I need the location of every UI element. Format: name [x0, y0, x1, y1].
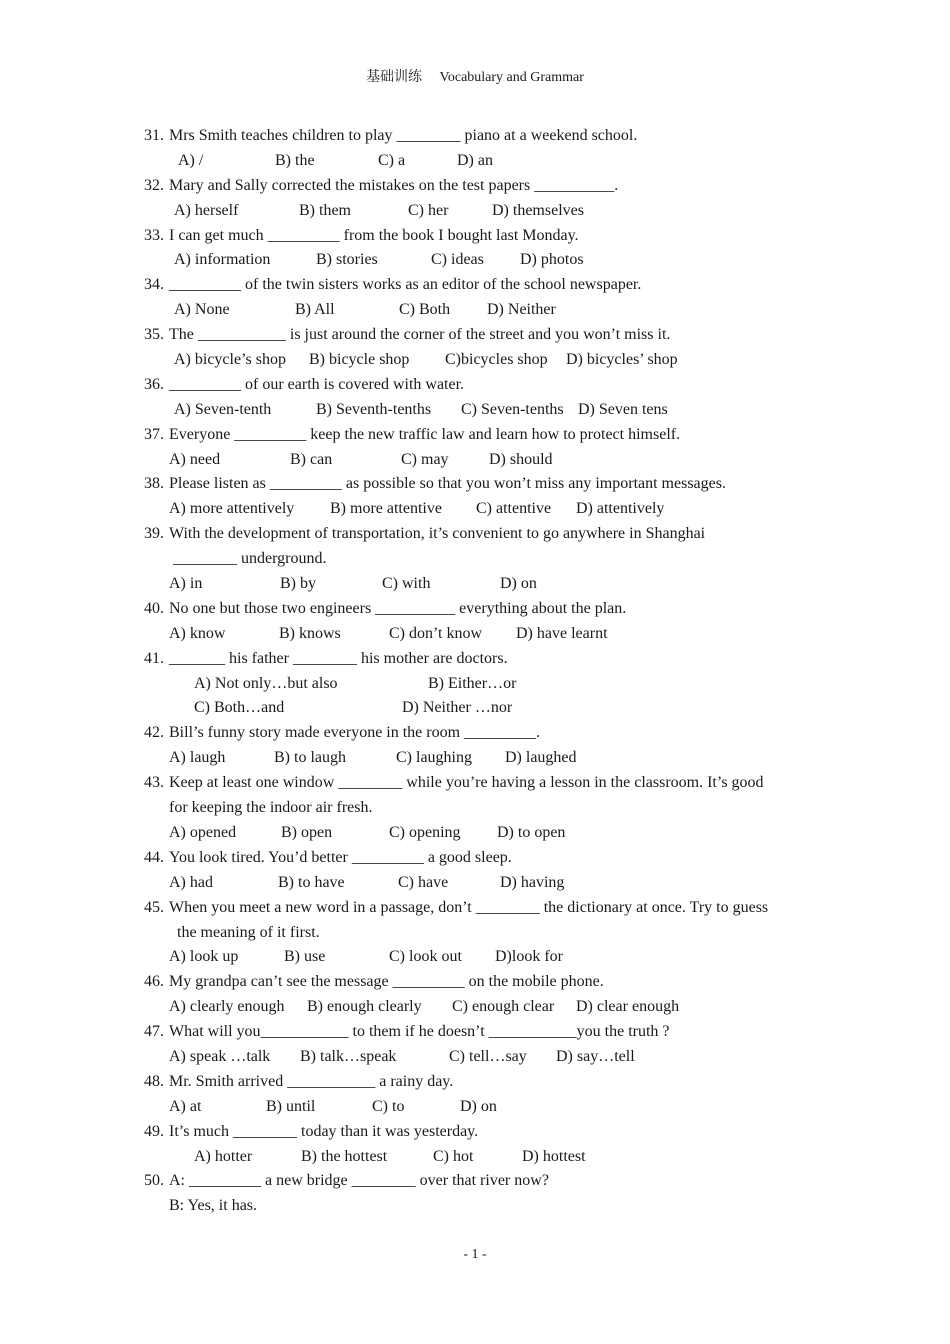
option-c: C)bicycles shop: [445, 351, 548, 369]
question-stem: Please listen as _________ as possible so that you won’t miss any important messages.: [169, 475, 726, 493]
question-stem-continued: B: Yes, it has.: [169, 1197, 258, 1215]
option-b: B) until: [266, 1097, 316, 1115]
option-a: A) clearly enough: [169, 998, 285, 1016]
options-48: [144, 1095, 814, 1120]
options-43: [144, 821, 814, 846]
option-a: A) Not only…but also: [194, 674, 338, 692]
option-c: C) Both: [399, 301, 451, 319]
options-41-row1: [144, 672, 814, 697]
option-b: B) the hottest: [301, 1147, 388, 1165]
question-46: [144, 970, 814, 995]
options-35: [144, 348, 814, 373]
option-b: B) open: [281, 823, 333, 841]
option-d: D) bicycles’ shop: [566, 351, 678, 369]
question-number: 38.: [144, 475, 164, 493]
question-number: 45.: [144, 898, 164, 916]
option-b: B) enough clearly: [307, 998, 422, 1016]
question-number: 34.: [144, 276, 164, 294]
question-40: [144, 597, 814, 622]
option-d: D) laughed: [505, 749, 577, 767]
question-stem: When you meet a new word in a passage, don’t ________ the dictionary at once. Try to guess: [169, 898, 769, 916]
option-a: A) /: [178, 151, 204, 169]
option-b: B) All: [295, 301, 335, 319]
question-number: 39.: [144, 525, 164, 543]
option-a: A) opened: [169, 823, 237, 841]
question-number: 36.: [144, 375, 164, 393]
question-35: [144, 323, 814, 348]
option-d: D) photos: [520, 251, 584, 269]
option-b: B) Seventh-tenths: [316, 400, 432, 418]
question-31: [144, 124, 814, 149]
option-c: C) a: [378, 151, 406, 169]
question-stem: Keep at least one window ________ while you’re having a lesson in the classroom. It’s good: [169, 774, 764, 792]
question-stem-continued: ________ underground.: [173, 550, 327, 568]
question-stem: The ___________ is just around the corner of the street and you won’t miss it.: [169, 326, 671, 344]
question-38: [144, 472, 814, 497]
option-d: D) should: [489, 450, 553, 468]
question-stem: I can get much _________ from the book I bought last Monday.: [169, 226, 579, 244]
options-31: [144, 149, 814, 174]
option-c: C) tell…say: [449, 1047, 527, 1065]
option-c: C) have: [398, 873, 449, 891]
option-b: B) bicycle shop: [309, 351, 410, 369]
option-b: B) use: [284, 948, 326, 966]
question-stem: _________ of the twin sisters works as an editor of the school newspaper.: [169, 276, 642, 294]
options-39: [144, 572, 814, 597]
options-45: [144, 945, 814, 970]
option-a: A) had: [169, 873, 213, 891]
question-stem: My grandpa can’t see the message _________ on the mobile phone.: [169, 973, 604, 991]
option-c: C) her: [408, 201, 449, 219]
question-number: 37.: [144, 425, 164, 443]
question-49: [144, 1120, 814, 1145]
options-32: [144, 199, 814, 224]
question-list: [144, 124, 814, 1219]
question-number: 46.: [144, 973, 164, 991]
option-a: A) know: [169, 624, 226, 642]
option-a: A) at: [169, 1097, 202, 1115]
question-number: 32.: [144, 176, 164, 194]
options-44: [144, 871, 814, 896]
question-stem-continued: the meaning of it first.: [177, 923, 320, 941]
question-48: [144, 1070, 814, 1095]
question-43-continued: [144, 796, 814, 821]
question-number: 49.: [144, 1122, 164, 1140]
option-a: A) bicycle’s shop: [174, 351, 286, 369]
option-c: C) with: [382, 575, 431, 593]
option-a: A) herself: [174, 201, 239, 219]
question-number: 40.: [144, 599, 164, 617]
question-41: [144, 647, 814, 672]
question-45-continued: [144, 921, 814, 946]
option-b: B) Either…or: [428, 674, 517, 692]
option-a: A) more attentively: [169, 500, 295, 518]
question-stem: Mary and Sally corrected the mistakes on the test papers __________.: [169, 176, 619, 194]
page-header: 基础训练 Vocabulary and Grammar: [366, 70, 584, 85]
option-a: A) Seven-tenth: [174, 400, 272, 418]
question-number: 35.: [144, 326, 164, 344]
option-d: D) on: [460, 1097, 497, 1115]
option-c: C) Both…and: [194, 699, 285, 717]
option-c: C) opening: [389, 823, 461, 841]
question-stem-continued: for keeping the indoor air fresh.: [169, 799, 373, 817]
option-d: D) on: [500, 575, 537, 593]
question-36: [144, 373, 814, 398]
page-number: - 1 -: [463, 1247, 487, 1262]
question-39-continued: [144, 547, 814, 572]
option-d: D) have learnt: [516, 624, 608, 642]
option-a: A) information: [174, 251, 271, 269]
option-d: D) hottest: [522, 1147, 586, 1165]
option-c: C) look out: [389, 948, 462, 966]
option-d: D) Neither …nor: [402, 699, 513, 717]
option-c: C) enough clear: [452, 998, 555, 1016]
question-stem: Everyone _________ keep the new traffic law and learn how to protect himself.: [169, 425, 681, 443]
question-stem: What will you___________ to them if he doesn’t ___________you the truth ?: [169, 1023, 670, 1041]
question-stem: Bill’s funny story made everyone in the room _________.: [169, 724, 541, 742]
options-34: [144, 298, 814, 323]
option-d: D) Neither: [487, 301, 556, 319]
option-d: D) clear enough: [576, 998, 680, 1016]
option-b: B) the: [275, 151, 315, 169]
question-45: [144, 896, 814, 921]
option-b: B) talk…speak: [300, 1047, 397, 1065]
option-b: B) them: [299, 201, 351, 219]
option-d: D) say…tell: [556, 1047, 635, 1065]
options-47: [144, 1045, 814, 1070]
options-49: [144, 1145, 814, 1170]
options-33: [144, 248, 814, 273]
option-c: C) to: [372, 1097, 405, 1115]
question-stem: With the development of transportation, it’s convenient to go anywhere in Shanghai: [169, 525, 706, 543]
option-b: B) knows: [279, 624, 341, 642]
option-d: D) themselves: [492, 201, 584, 219]
question-stem: You look tired. You’d better _________ a good sleep.: [169, 848, 512, 866]
option-b: B) more attentive: [330, 500, 442, 518]
option-a: A) need: [169, 450, 221, 468]
options-38: [144, 497, 814, 522]
question-number: 47.: [144, 1023, 164, 1041]
option-b: B) can: [290, 450, 333, 468]
options-41-row2: [144, 696, 814, 721]
option-d: D) having: [500, 873, 565, 891]
option-c: C) laughing: [396, 749, 472, 767]
question-number: 43.: [144, 774, 164, 792]
question-stem: Mr. Smith arrived ___________ a rainy day.: [169, 1072, 454, 1090]
question-42: [144, 721, 814, 746]
question-47: [144, 1020, 814, 1045]
option-b: B) to laugh: [274, 749, 346, 767]
option-d: D)look for: [495, 948, 563, 966]
question-stem: Mrs Smith teaches children to play ________ piano at a weekend school.: [169, 127, 638, 144]
question-number: 42.: [144, 724, 164, 742]
option-b: B) by: [280, 575, 316, 593]
question-number: 31.: [144, 127, 164, 144]
question-stem: No one but those two engineers __________ everything about the plan.: [169, 599, 627, 617]
question-stem: It’s much ________ today than it was yesterday.: [169, 1122, 479, 1140]
question-number: 48.: [144, 1072, 164, 1090]
option-a: A) hotter: [194, 1147, 253, 1165]
option-a: A) laugh: [169, 749, 226, 767]
question-stem: A: _________ a new bridge ________ over that river now?: [169, 1172, 549, 1190]
question-number: 33.: [144, 226, 164, 244]
option-d: D) attentively: [576, 500, 665, 518]
options-42: [144, 746, 814, 771]
option-d: D) Seven tens: [578, 400, 668, 418]
option-a: A) in: [169, 575, 203, 593]
option-a: A) look up: [169, 948, 239, 966]
option-a: A) None: [174, 301, 230, 319]
option-b: B) to have: [278, 873, 345, 891]
question-44: [144, 846, 814, 871]
question-32: [144, 174, 814, 199]
question-39: [144, 522, 814, 547]
option-d: D) to open: [497, 823, 566, 841]
option-c: C) don’t know: [389, 624, 483, 642]
question-number: 44.: [144, 848, 164, 866]
option-a: A) speak …talk: [169, 1047, 271, 1065]
option-c: C) attentive: [476, 500, 552, 518]
option-c: C) ideas: [431, 251, 484, 269]
question-43: [144, 771, 814, 796]
question-34: [144, 273, 814, 298]
question-33: [144, 224, 814, 249]
question-50: [144, 1169, 814, 1194]
question-stem: _______ his father ________ his mother are doctors.: [169, 649, 508, 667]
option-c: C) Seven-tenths: [461, 400, 564, 418]
option-b: B) stories: [316, 251, 378, 269]
option-c: C) hot: [433, 1147, 474, 1165]
question-stem: _________ of our earth is covered with water.: [169, 375, 465, 393]
question-number: 41.: [144, 649, 164, 667]
option-d: D) an: [457, 151, 493, 169]
question-number: 50.: [144, 1172, 164, 1190]
options-36: [144, 398, 814, 423]
question-50-continued: [144, 1194, 814, 1219]
options-40: [144, 622, 814, 647]
options-37: [144, 448, 814, 473]
options-46: [144, 995, 814, 1020]
question-37: [144, 423, 814, 448]
option-c: C) may: [401, 450, 449, 468]
